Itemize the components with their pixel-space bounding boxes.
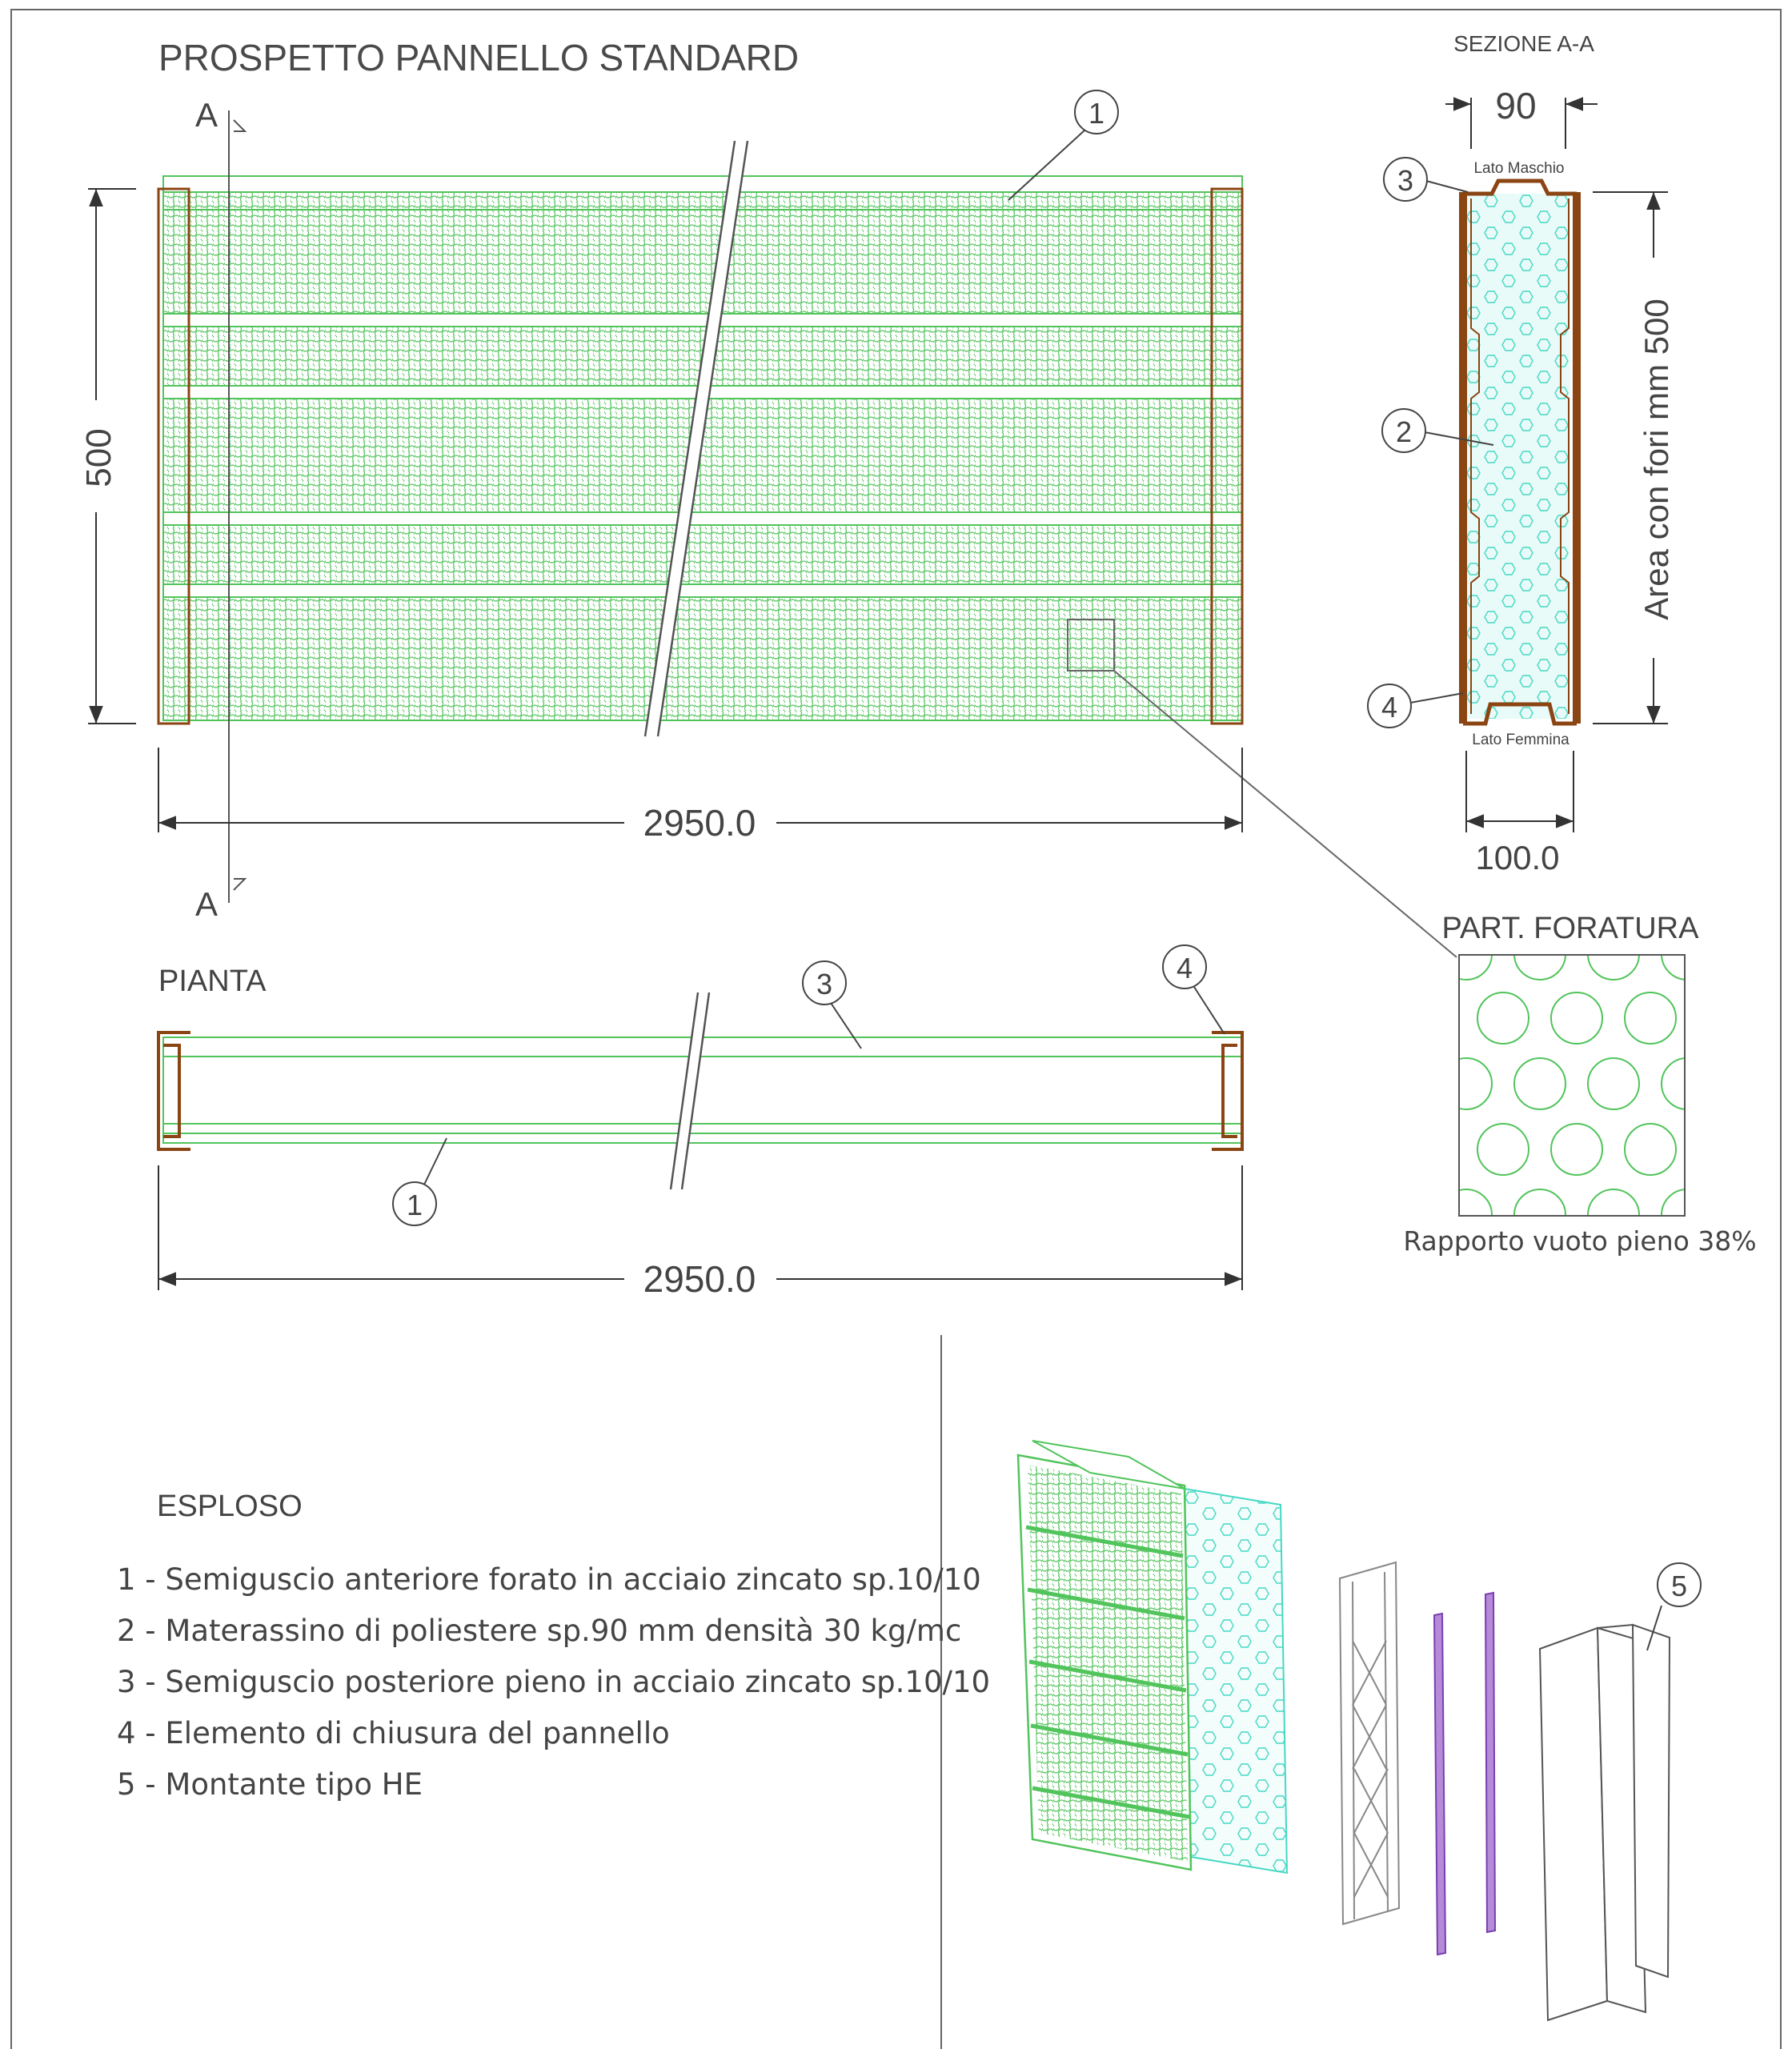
section-perforated-area-label: Area con fori mm 500 — [1638, 299, 1675, 620]
svg-text:5: 5 — [1670, 1570, 1688, 1602]
legend-item-1: 1 - Semiguscio anteriore forato in acciaio zincato sp.10/10 — [117, 1562, 981, 1597]
svg-text:1: 1 — [1088, 97, 1105, 130]
plan-title: PIANTA — [158, 964, 267, 998]
front-height-dimension — [79, 189, 136, 724]
plan-length-value: 2950.0 — [643, 1258, 756, 1300]
front-height-value: 500 — [79, 428, 118, 487]
section-width-value: 100.0 — [1475, 839, 1560, 876]
perforated-field — [163, 192, 1242, 720]
legend-item-2: 2 - Materassino di poliestere sp.90 mm densità 30 kg/mc — [117, 1614, 962, 1648]
svg-text:3: 3 — [1397, 164, 1414, 197]
male-side-label: Lato Maschio — [1473, 160, 1565, 177]
section-thickness-value: 90 — [1495, 85, 1537, 126]
exploded-connector-right — [1485, 1593, 1495, 1932]
detail-title: PART. FORATURA — [1441, 912, 1699, 945]
section-male-closure — [1463, 181, 1577, 194]
legend-item-3: 3 - Semiguscio posteriore pieno in acciaio zincato sp.10/10 — [117, 1665, 991, 1699]
female-side-label: Lato Femmina — [1472, 732, 1570, 748]
exploded-he-post — [1540, 1625, 1670, 2020]
perforation-detail — [1441, 928, 1713, 1241]
section-height-dimension — [1593, 192, 1675, 724]
callout-3-plan — [803, 961, 861, 1049]
callout-4-plan — [1163, 945, 1225, 1034]
section-thickness-dimension — [1445, 85, 1598, 149]
plan-view — [158, 992, 1242, 1189]
callout-1-front — [1008, 90, 1118, 200]
plan-right-closure — [1212, 1033, 1242, 1149]
front-view-panel — [158, 141, 1457, 957]
section-mark-top: A — [195, 96, 218, 134]
section-panel — [1463, 181, 1577, 724]
legend-list — [117, 1562, 990, 1802]
section-title: SEZIONE A-A — [1453, 31, 1594, 56]
callout-3-section — [1384, 158, 1468, 201]
svg-text:2: 2 — [1395, 415, 1413, 448]
front-view-title: PROSPETTO PANNELLO STANDARD — [158, 37, 800, 78]
exploded-view — [1018, 1441, 1670, 2020]
svg-text:3: 3 — [816, 968, 833, 1000]
callout-4-section — [1368, 684, 1463, 728]
exploded-title: ESPLOSO — [157, 1490, 303, 1523]
callout-1-plan — [393, 1138, 447, 1225]
svg-text:4: 4 — [1381, 691, 1398, 724]
svg-text:1: 1 — [406, 1189, 423, 1221]
exploded-connector-left — [1434, 1614, 1445, 1955]
front-length-value: 2950.0 — [643, 802, 756, 844]
section-width-dimension — [1466, 751, 1574, 876]
plan-length-dimension — [158, 1165, 1242, 1300]
section-mark-bottom: A — [195, 885, 218, 923]
front-length-dimension — [158, 748, 1242, 844]
exploded-closure-truss — [1340, 1562, 1399, 1924]
legend-item-5: 5 - Montante tipo HE — [117, 1767, 423, 1802]
svg-text:4: 4 — [1176, 952, 1193, 984]
detail-caption: Rapporto vuoto pieno 38% — [1403, 1225, 1757, 1257]
legend-item-4: 4 - Elemento di chiusura del pannello — [117, 1716, 670, 1750]
